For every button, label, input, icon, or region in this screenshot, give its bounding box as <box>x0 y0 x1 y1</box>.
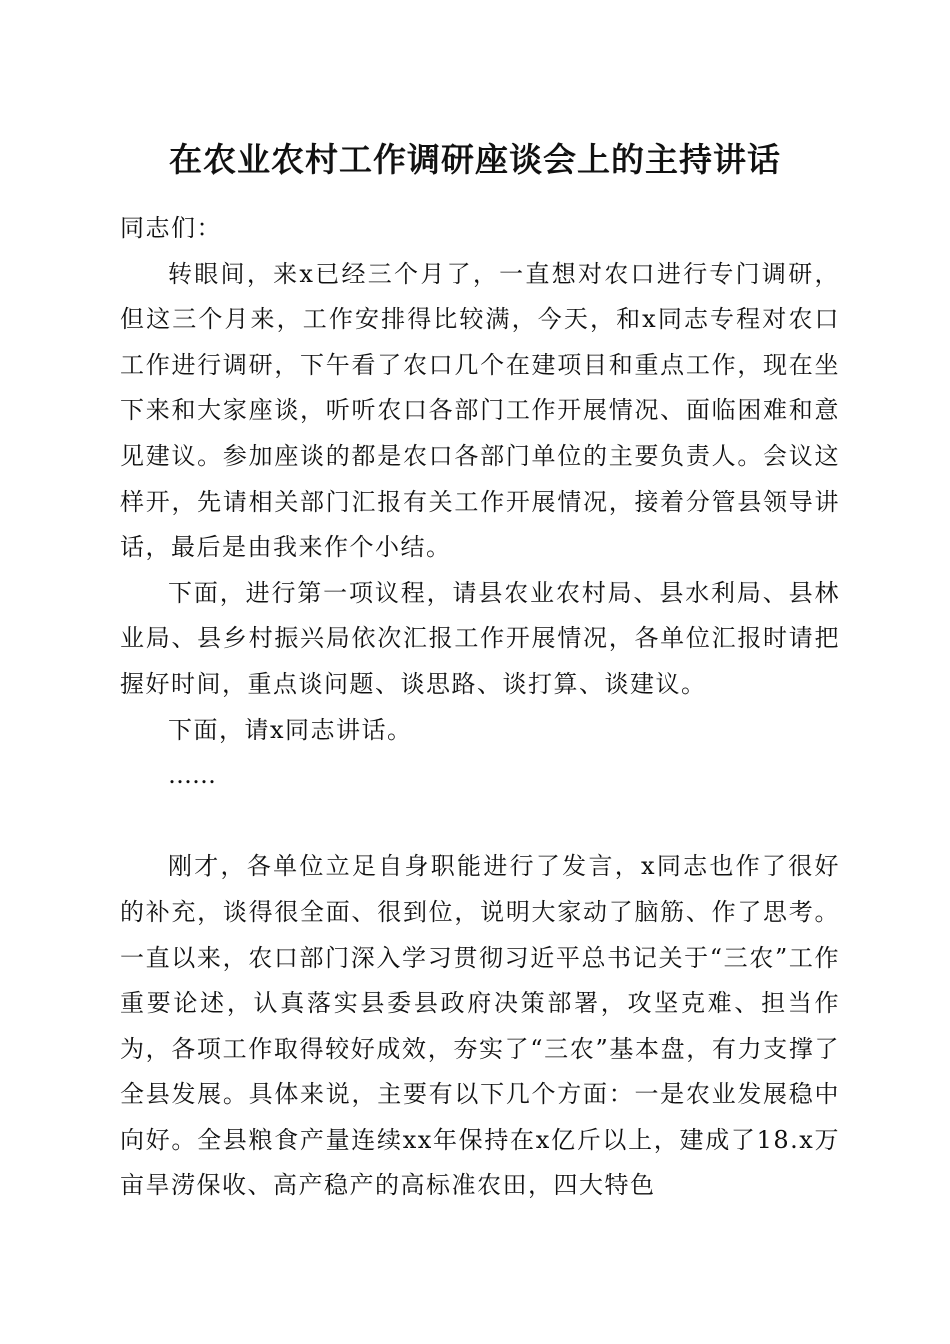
document-title: 在农业农村工作调研座谈会上的主持讲话 <box>169 140 781 179</box>
ellipsis: …… <box>168 761 216 790</box>
paragraph-opening: 转眼间，来x已经三个月了，一直想对农口进行专门调研，但这三个月来，工作安排得比较满，今天，和x同志专程对农口工作进行调研，下午看了农口几个在建项目和重点工作，现在坐下来和大家座谈，听听农口各部门工作开展情况、面临困难和意见建议。参加座谈的都是农口各部门单位的主要负责人。会议这样开，先请相关部门汇报有关工作开展情况，接着分管县领导讲话，最后是由我来作个小结。 <box>120 259 840 562</box>
paragraph-invite-speech: 下面，请x同志讲话。 <box>168 715 413 744</box>
salutation: 同志们： <box>120 214 222 242</box>
paragraph-summary: 刚才，各单位立足自身职能进行了发言，x同志也作了很好的补充，谈得很全面、很到位，说明大家动了脑筋、作了思考。一直以来，农口部门深入学习贯彻习近平总书记关于“三农”工作重要论述，认真落实县委县政府决策部署，攻坚克难、担当作为，各项工作取得较好成效，夯实了“三农”基本盘，有力支撑了全县发展。具体来说，主要有以下几个方面：一是农业发展稳中向好。全县粮食产量连续xx年保持在x亿斤以上，建成了18.x万亩旱涝保收、高产稳产的高标准农田，四大特色 <box>120 852 840 1200</box>
paragraph-gap <box>120 799 840 845</box>
paragraph-agenda: 下面，进行第一项议程，请县农业农村局、县水利局、县林业局、县乡村振兴局依次汇报工作开展情况，各单位汇报时请把握好时间，重点谈问题、谈思路、谈打算、谈建议。 <box>120 578 840 698</box>
document-body <box>120 206 840 1209</box>
